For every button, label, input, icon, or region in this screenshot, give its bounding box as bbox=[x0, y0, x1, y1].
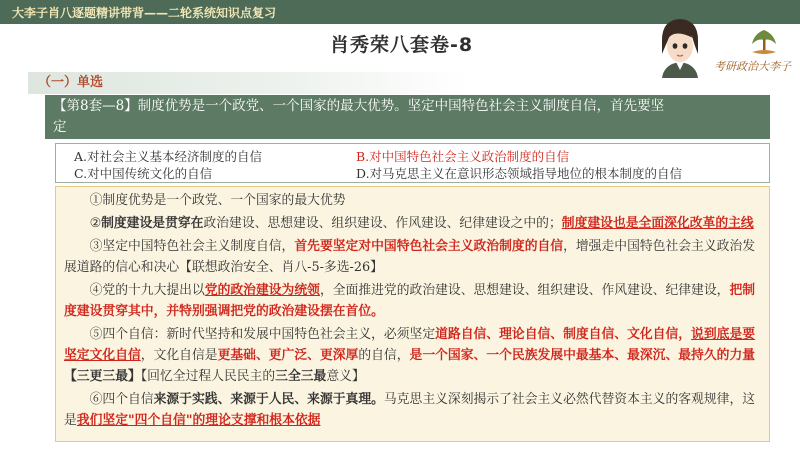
course-title: 大李子肖八逐题精讲带背——二轮系统知识点复习 bbox=[12, 6, 277, 20]
options-box bbox=[55, 143, 770, 183]
question-line-1: 【第8套—8】制度优势是一个政党、一个国家的最大优势。坚定中国特色社会主义制度自信，首先要坚 bbox=[53, 98, 665, 114]
section-heading: （一）单选 bbox=[28, 72, 468, 94]
option-b-correct[interactable]: B.对中国特色社会主义政治制度的自信 bbox=[356, 149, 570, 164]
analysis-panel bbox=[55, 186, 770, 442]
analysis-point-4: ④党的十九大提出以党的政治建设为统领，全面推进党的政治建设、思想建设、组织建设、作风建设、纪律建设，把制度建设贯穿其中，并特别强调把党的政治建设摆在首位。 bbox=[64, 283, 756, 319]
logo-area bbox=[648, 14, 798, 78]
analysis-point-2: ②制度建设是贯穿在政治建设、思想建设、组织建设、作风建设、纪律建设之中的；制度建设也是全面深化改革的主线 bbox=[89, 216, 754, 231]
analysis-point-6: ⑥四个自信来源于实践、来源于人民、来源于真理。马克思主义深刻揭示了社会主义必然代替资本主义的客观规律，这是我们坚定"四个自信"的理论支撑和根本依据 bbox=[64, 392, 756, 428]
question-line-2: 定 bbox=[53, 119, 67, 135]
cartoon-teacher-avatar-icon bbox=[648, 14, 712, 78]
analysis-point-3: ③坚定中国特色社会主义制度自信，首先要坚定对中国特色社会主义政治制度的自信，增强走中国特色社会主义政治发展道路的信心和决心【联想政治安全、肖八-5-多选-26】 bbox=[64, 239, 756, 275]
option-d[interactable]: D.对马克思主义在意识形态领域指导地位的根本制度的自信 bbox=[356, 166, 683, 181]
analysis-point-1: ①制度优势是一个政党、一个国家的最大优势 bbox=[89, 193, 346, 208]
page-title: 肖秀荣八套卷-8 bbox=[330, 34, 474, 56]
tree-emblem-icon bbox=[744, 26, 784, 58]
option-c[interactable]: C.对中国传统文化的自信 bbox=[74, 166, 213, 181]
analysis-point-5: ⑤四个自信：新时代坚持和发展中国特色社会主义，必须坚定道路自信、理论自信、制度自信、文化自信，说到底是要坚定文化自信，文化自信是更基础、更广泛、更深厚的自信，是一个国家、一个民族发展中最基本、最深沉、最持久的力量【三更三最】【回忆全过程人民民主的三全三最意义】 bbox=[64, 327, 756, 384]
option-a[interactable]: A.对社会主义基本经济制度的自信 bbox=[74, 149, 263, 164]
question-stem bbox=[45, 95, 770, 139]
logo-text: 考研政治大李子 bbox=[714, 60, 791, 73]
